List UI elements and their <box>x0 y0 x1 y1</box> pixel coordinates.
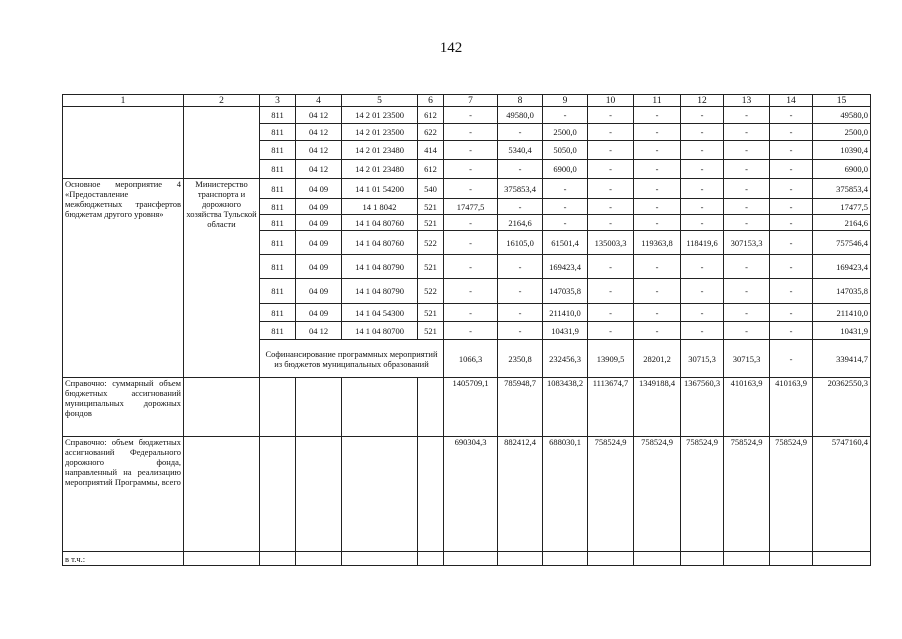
table-cell: - <box>444 304 498 322</box>
table-cell: 119363,8 <box>634 231 681 255</box>
table-cell: - <box>770 322 813 340</box>
reference-label: Справочно: объем бюджетных ассигнований Федерального дорожного фонда, направленный на реализацию мероприятий Программы, всего <box>63 437 184 552</box>
table-cell: 2164,6 <box>498 215 543 231</box>
empty-cell <box>588 552 634 566</box>
table-cell: - <box>498 199 543 215</box>
empty-cell <box>634 552 681 566</box>
reference-row <box>63 437 871 552</box>
table-cell: - <box>681 255 724 279</box>
table-cell: 1367560,3 <box>681 378 724 437</box>
table-cell: - <box>498 160 543 179</box>
table-cell: - <box>634 179 681 199</box>
column-header: 6 <box>418 95 444 107</box>
empty-cell <box>296 552 342 566</box>
table-cell: 04 09 <box>296 199 342 215</box>
table-cell: 540 <box>418 179 444 199</box>
table-cell: 14 1 8042 <box>342 199 418 215</box>
table-cell: 04 12 <box>296 107 342 124</box>
table-cell: 04 12 <box>296 160 342 179</box>
table-cell: 811 <box>260 141 296 160</box>
table-cell: - <box>634 279 681 304</box>
table-cell: 30715,3 <box>724 340 770 378</box>
column-header: 9 <box>543 95 588 107</box>
table-cell: - <box>588 141 634 160</box>
table-cell: - <box>634 160 681 179</box>
column-header: 14 <box>770 95 813 107</box>
table-cell: - <box>770 160 813 179</box>
table-cell: 14 1 04 54300 <box>342 304 418 322</box>
table-cell: 339414,7 <box>813 340 871 378</box>
table-cell: - <box>588 304 634 322</box>
table-cell: 811 <box>260 124 296 141</box>
table-cell: 811 <box>260 107 296 124</box>
table-cell: - <box>588 215 634 231</box>
table-cell: 14 1 04 80790 <box>342 279 418 304</box>
column-header: 8 <box>498 95 543 107</box>
table-cell: 04 09 <box>296 231 342 255</box>
table-cell: 211410,0 <box>813 304 871 322</box>
table-cell: 6900,0 <box>543 160 588 179</box>
empty-cell <box>296 437 342 552</box>
empty-cell <box>444 552 498 566</box>
table-cell: 147035,8 <box>813 279 871 304</box>
empty-cell <box>260 378 296 437</box>
column-header: 7 <box>444 95 498 107</box>
table-cell: - <box>724 255 770 279</box>
empty-cell <box>498 552 543 566</box>
table-cell: - <box>634 107 681 124</box>
reference-row <box>63 378 871 437</box>
table-cell: 758524,9 <box>681 437 724 552</box>
empty-cell <box>418 552 444 566</box>
table-cell: 521 <box>418 322 444 340</box>
table-cell: - <box>543 215 588 231</box>
table-cell: 2164,6 <box>813 215 871 231</box>
table-cell: 811 <box>260 215 296 231</box>
table-row <box>63 107 871 124</box>
table-cell: 2350,8 <box>498 340 543 378</box>
table-cell: - <box>770 141 813 160</box>
table-cell: 16105,0 <box>498 231 543 255</box>
table-cell: 10431,9 <box>543 322 588 340</box>
table-cell: 04 09 <box>296 215 342 231</box>
table-cell: - <box>588 160 634 179</box>
table-cell: 14 2 01 23480 <box>342 160 418 179</box>
table-cell: - <box>770 199 813 215</box>
table-cell: 211410,0 <box>543 304 588 322</box>
table-cell: - <box>543 179 588 199</box>
table-cell: 14 2 01 23480 <box>342 141 418 160</box>
table-cell: 811 <box>260 199 296 215</box>
empty-cell <box>342 552 418 566</box>
table-cell: 2500,0 <box>813 124 871 141</box>
table-cell: - <box>588 179 634 199</box>
empty-cell <box>681 552 724 566</box>
table-cell: 04 12 <box>296 124 342 141</box>
table-cell: - <box>444 179 498 199</box>
empty-cell <box>813 552 871 566</box>
measure-title: Основное мероприятие 4 «Предоставление межбюджетных трансфертов бюджетам другого уровня» <box>63 179 184 378</box>
table-cell: 811 <box>260 304 296 322</box>
table-cell: - <box>724 322 770 340</box>
table-cell: 375853,4 <box>498 179 543 199</box>
table-cell: - <box>634 141 681 160</box>
table-cell: - <box>724 199 770 215</box>
table-cell: 410163,9 <box>770 378 813 437</box>
table-cell: - <box>724 215 770 231</box>
table-cell: 14 1 01 54200 <box>342 179 418 199</box>
including-row <box>63 552 871 566</box>
table-cell: - <box>588 107 634 124</box>
empty-cell <box>770 552 813 566</box>
empty-cell <box>184 107 260 179</box>
column-header: 13 <box>724 95 770 107</box>
table-cell: - <box>724 141 770 160</box>
table-cell: - <box>634 255 681 279</box>
table-cell: 61501,4 <box>543 231 588 255</box>
table-cell: - <box>634 215 681 231</box>
table-cell: 612 <box>418 107 444 124</box>
table-cell: - <box>634 322 681 340</box>
header-row <box>63 95 871 107</box>
empty-cell <box>342 437 418 552</box>
empty-cell <box>184 552 260 566</box>
table-cell: - <box>588 255 634 279</box>
table-cell: 04 12 <box>296 322 342 340</box>
table-cell: 169423,4 <box>813 255 871 279</box>
table-cell: 1083438,2 <box>543 378 588 437</box>
table-cell: 04 09 <box>296 279 342 304</box>
table-cell: - <box>444 160 498 179</box>
table-cell: - <box>681 107 724 124</box>
table-cell: - <box>724 160 770 179</box>
reference-label: Справочно: суммарный объем бюджетных ассигнований муниципальных дорожных фондов <box>63 378 184 437</box>
table-cell: 17477,5 <box>813 199 871 215</box>
table-cell: 14 2 01 23500 <box>342 107 418 124</box>
table-cell: - <box>444 279 498 304</box>
column-header: 3 <box>260 95 296 107</box>
empty-cell <box>184 437 260 552</box>
table-cell: 20362550,3 <box>813 378 871 437</box>
table-cell: 1405709,1 <box>444 378 498 437</box>
empty-cell <box>418 437 444 552</box>
table-cell: 17477,5 <box>444 199 498 215</box>
table-cell: - <box>543 199 588 215</box>
column-header: 5 <box>342 95 418 107</box>
table-cell: - <box>543 107 588 124</box>
cofinancing-label: Софинансирование программных мероприятий из бюджетов муниципальных образований <box>260 340 444 378</box>
table-cell: 6900,0 <box>813 160 871 179</box>
empty-cell <box>296 378 342 437</box>
table-cell: 521 <box>418 215 444 231</box>
empty-cell <box>342 378 418 437</box>
table-cell: 1113674,7 <box>588 378 634 437</box>
table-cell: 758524,9 <box>724 437 770 552</box>
table-cell: - <box>498 304 543 322</box>
empty-cell <box>184 378 260 437</box>
table-cell: 612 <box>418 160 444 179</box>
table-cell: 135003,3 <box>588 231 634 255</box>
table-cell: 147035,8 <box>543 279 588 304</box>
table-cell: - <box>770 304 813 322</box>
table-cell: 307153,3 <box>724 231 770 255</box>
empty-cell <box>260 552 296 566</box>
table-cell: 811 <box>260 279 296 304</box>
table-cell: 811 <box>260 322 296 340</box>
table-cell: 14 1 04 80700 <box>342 322 418 340</box>
table-cell: - <box>724 107 770 124</box>
table-cell: - <box>588 279 634 304</box>
table-cell: - <box>498 124 543 141</box>
column-header: 15 <box>813 95 871 107</box>
table-cell: 811 <box>260 255 296 279</box>
table-cell: 690304,3 <box>444 437 498 552</box>
table-cell: - <box>681 124 724 141</box>
table-cell: - <box>498 322 543 340</box>
page-number: 142 <box>439 40 463 56</box>
table-cell: 49580,0 <box>813 107 871 124</box>
table-cell: - <box>681 141 724 160</box>
table-cell: - <box>588 199 634 215</box>
table-cell: 2500,0 <box>543 124 588 141</box>
budget-table <box>62 94 871 566</box>
table-cell: 521 <box>418 199 444 215</box>
table-cell: - <box>634 304 681 322</box>
table-cell: 30715,3 <box>681 340 724 378</box>
table-cell: - <box>770 179 813 199</box>
table-cell: - <box>724 279 770 304</box>
table-cell: - <box>724 124 770 141</box>
table-cell: - <box>770 124 813 141</box>
table-cell: 1349188,4 <box>634 378 681 437</box>
table-cell: - <box>444 322 498 340</box>
empty-cell <box>543 552 588 566</box>
table-cell: 410163,9 <box>724 378 770 437</box>
table-cell: - <box>444 141 498 160</box>
table-cell: 14 1 04 80760 <box>342 215 418 231</box>
table-cell: - <box>588 322 634 340</box>
table-cell: 5747160,4 <box>813 437 871 552</box>
table-cell: 622 <box>418 124 444 141</box>
empty-cell <box>260 437 296 552</box>
table-cell: 14 1 04 80790 <box>342 255 418 279</box>
table-cell: - <box>724 304 770 322</box>
empty-cell <box>418 378 444 437</box>
table-cell: 811 <box>260 231 296 255</box>
table-cell: - <box>588 124 634 141</box>
table-cell: 28201,2 <box>634 340 681 378</box>
column-header: 10 <box>588 95 634 107</box>
table-cell: 232456,3 <box>543 340 588 378</box>
table-cell: 14 2 01 23500 <box>342 124 418 141</box>
table-cell: - <box>681 199 724 215</box>
table-cell: - <box>444 107 498 124</box>
table-cell: 757546,4 <box>813 231 871 255</box>
table-cell: 758524,9 <box>770 437 813 552</box>
empty-cell <box>724 552 770 566</box>
table-cell: 118419,6 <box>681 231 724 255</box>
table-cell: - <box>634 124 681 141</box>
column-header: 2 <box>184 95 260 107</box>
table-cell: - <box>444 124 498 141</box>
table-cell: 04 12 <box>296 141 342 160</box>
table-cell: - <box>681 160 724 179</box>
table-cell: - <box>770 107 813 124</box>
table-cell: 811 <box>260 160 296 179</box>
table-cell: 811 <box>260 179 296 199</box>
table-cell: 04 09 <box>296 255 342 279</box>
table-row <box>63 179 871 199</box>
column-header: 1 <box>63 95 184 107</box>
table-cell: 688030,1 <box>543 437 588 552</box>
table-cell: 49580,0 <box>498 107 543 124</box>
table-cell: 1066,3 <box>444 340 498 378</box>
table-cell: 5340,4 <box>498 141 543 160</box>
table-cell: - <box>681 322 724 340</box>
table-cell: 521 <box>418 304 444 322</box>
including-label: в т.ч.: <box>63 552 184 566</box>
table-cell: 169423,4 <box>543 255 588 279</box>
table-cell: 522 <box>418 279 444 304</box>
table-cell: - <box>681 179 724 199</box>
table-cell: - <box>498 255 543 279</box>
table-cell: 14 1 04 80760 <box>342 231 418 255</box>
table-cell: - <box>444 231 498 255</box>
table-cell: 10390,4 <box>813 141 871 160</box>
table-cell: 10431,9 <box>813 322 871 340</box>
column-header: 4 <box>296 95 342 107</box>
table-cell: - <box>770 340 813 378</box>
column-header: 11 <box>634 95 681 107</box>
table-cell: 758524,9 <box>634 437 681 552</box>
table-cell: - <box>770 231 813 255</box>
table-cell: - <box>681 215 724 231</box>
table-cell: - <box>724 179 770 199</box>
empty-cell <box>63 107 184 179</box>
table-cell: - <box>444 215 498 231</box>
table-cell: - <box>444 255 498 279</box>
table-cell: - <box>770 255 813 279</box>
measure-executor: Министерство транспорта и дорожного хозяйства Тульской области <box>184 179 260 378</box>
table-cell: 375853,4 <box>813 179 871 199</box>
table-cell: 785948,7 <box>498 378 543 437</box>
table-cell: 758524,9 <box>588 437 634 552</box>
table-cell: - <box>681 304 724 322</box>
table-cell: 5050,0 <box>543 141 588 160</box>
table-cell: - <box>498 279 543 304</box>
table-cell: 522 <box>418 231 444 255</box>
table-cell: 882412,4 <box>498 437 543 552</box>
column-header: 12 <box>681 95 724 107</box>
table-cell: - <box>770 215 813 231</box>
table-cell: - <box>770 279 813 304</box>
table-cell: 13909,5 <box>588 340 634 378</box>
table-cell: 04 09 <box>296 179 342 199</box>
table-cell: - <box>681 279 724 304</box>
table-cell: 414 <box>418 141 444 160</box>
table-cell: - <box>634 199 681 215</box>
table-cell: 04 09 <box>296 304 342 322</box>
table-cell: 521 <box>418 255 444 279</box>
